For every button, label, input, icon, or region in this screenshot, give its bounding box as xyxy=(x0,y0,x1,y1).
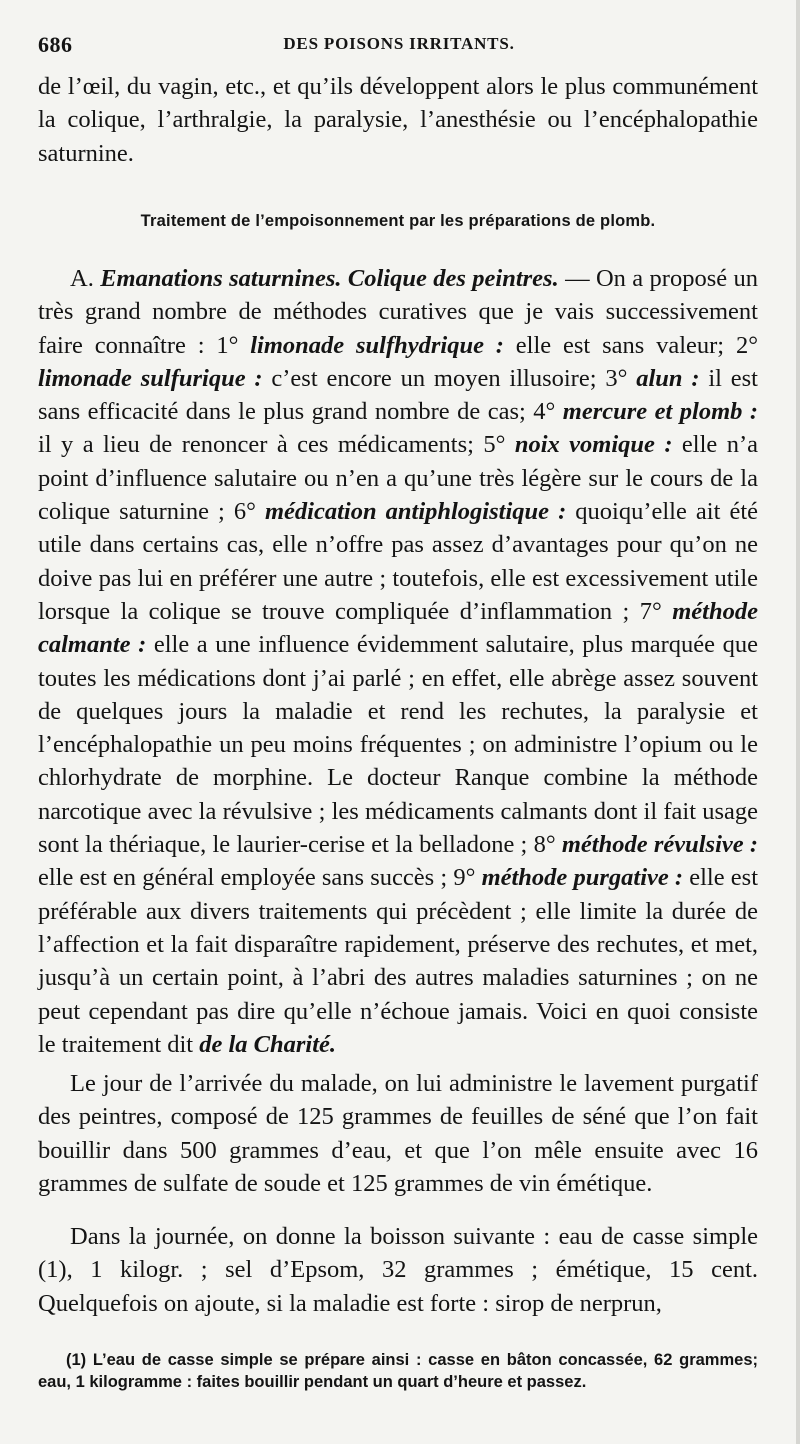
page-header xyxy=(38,32,760,62)
remedy-term: médication antiphlogistique : xyxy=(264,498,567,526)
text-run: elle est en général employée sans succès ; 9° xyxy=(38,864,482,892)
remedy-term: méthode calmante : xyxy=(38,597,758,659)
remedy-term: méthode purgative : xyxy=(481,864,684,892)
section-heading: Traitement de l’empoisonnement par les préparations de plomb. xyxy=(140,212,656,230)
text-run: elle a une influence évidemment salutaire, plus marquée que toutes les médications dont j’ai parlé ; en effet, elle abrège assez souvent de quelques jours la maladie et rend les rechutes, la paralysie et l’encéphalopathie un peu moins fréquentes ; on administre l’opium ou le chlorhydrate de morphine. Le docteur Ranque combine la méthode narcotique avec la révulsive ; les médicaments calmants dont il fait usage sont la thériaque, le laurier-cerise et la belladone ; 8° xyxy=(38,631,758,859)
section-title: Emanations saturnines. Colique des peintres. xyxy=(100,265,559,292)
page-edge-shadow xyxy=(796,0,800,1444)
main-paragraph xyxy=(38,262,758,1061)
running-title: DES POISONS IRRITANTS. xyxy=(283,34,515,53)
footnote-text: (1) L’eau de casse simple se prépare ainsi : casse en bâton concassée, 62 grammes; eau, 1 kilogramme : faites bouillir pendant un quart d’heure et passez. xyxy=(38,1351,758,1391)
text-run: elle n’a point d’influence salutaire ou n’en a qu’une très légère sur le cours de la colique saturnine ; 6° xyxy=(38,431,758,526)
remedy-term: alun : xyxy=(636,364,700,392)
main-paragraph-text xyxy=(38,262,758,1061)
intro-paragraph xyxy=(38,70,758,170)
text-run: elle est préférable aux divers traitements qui précèdent ; elle limite la durée de l’affection et la fait disparaître rapidement, préserve des rechutes, et met, jusqu’à un certain point, à l’abri des autres maladies saturnines ; on ne peut cependant pas dire qu’elle n’échoue jamais. Voici en quoi consiste le traitement dit xyxy=(38,864,758,1058)
remedy-term: limonade sulfhydrique : xyxy=(250,331,504,359)
paragraph-during-day xyxy=(38,1220,758,1320)
text-run: elle est sans valeur; 2° xyxy=(503,331,759,359)
text-run: quoiqu’elle ait été utile dans certains cas, elle n’offre pas assez d’avantages pour qu’on ne doive pas lui en préférer une autre ; toutefois, elle est excessivement utile lorsque la colique se trouve compliquée d’inflammation ; 7° xyxy=(38,498,759,625)
page-number: 686 xyxy=(38,32,73,57)
text-run: il y a lieu de renoncer à ces médicaments; 5° xyxy=(38,431,515,459)
text-run: il est sans efficacité dans le plus grand nombre de cas; 4° xyxy=(38,364,758,426)
remedy-term: mercure et plomb : xyxy=(562,398,758,426)
paragraph-during-day-text: Dans la journée, on donne la boisson suivante : eau de casse simple (1), 1 kilogr. ; sel d’Epsom, 32 grammes ; émétique, 15 cent. Quelquefois on ajoute, si la maladie est forte : sirop de nerprun, xyxy=(38,1223,758,1317)
intro-text: de l’œil, du vagin, etc., et qu’ils développent alors le plus communément la colique, l’arthralgie, la paralysie, l’anesthésie ou l’encéphalopathie saturnine. xyxy=(38,73,758,167)
text-run: c’est encore un moyen illusoire; 3° xyxy=(262,364,637,392)
text-run: — On a proposé un très grand nombre de méthodes curatives que je vais successivement faire connaître : 1° xyxy=(38,265,759,359)
treatment-name: de la Charité. xyxy=(199,1030,337,1058)
footnote xyxy=(38,1349,758,1393)
paragraph-arrival-day-text: Le jour de l’arrivée du malade, on lui administre le lavement purgatif des peintres, composé de 125 grammes de feuilles de séné que l’on fait bouillir dans 500 grammes d’eau, et que l’on mêle ensuite avec 16 grammes de sulfate de soude et 125 grammes de vin émétique. xyxy=(38,1070,758,1197)
section-marker: A. xyxy=(70,265,94,292)
remedy-term: noix vomique : xyxy=(514,431,673,459)
remedy-term: méthode révulsive : xyxy=(561,831,759,859)
remedy-term: limonade sulfurique : xyxy=(38,364,263,392)
paragraph-arrival-day xyxy=(38,1067,758,1200)
